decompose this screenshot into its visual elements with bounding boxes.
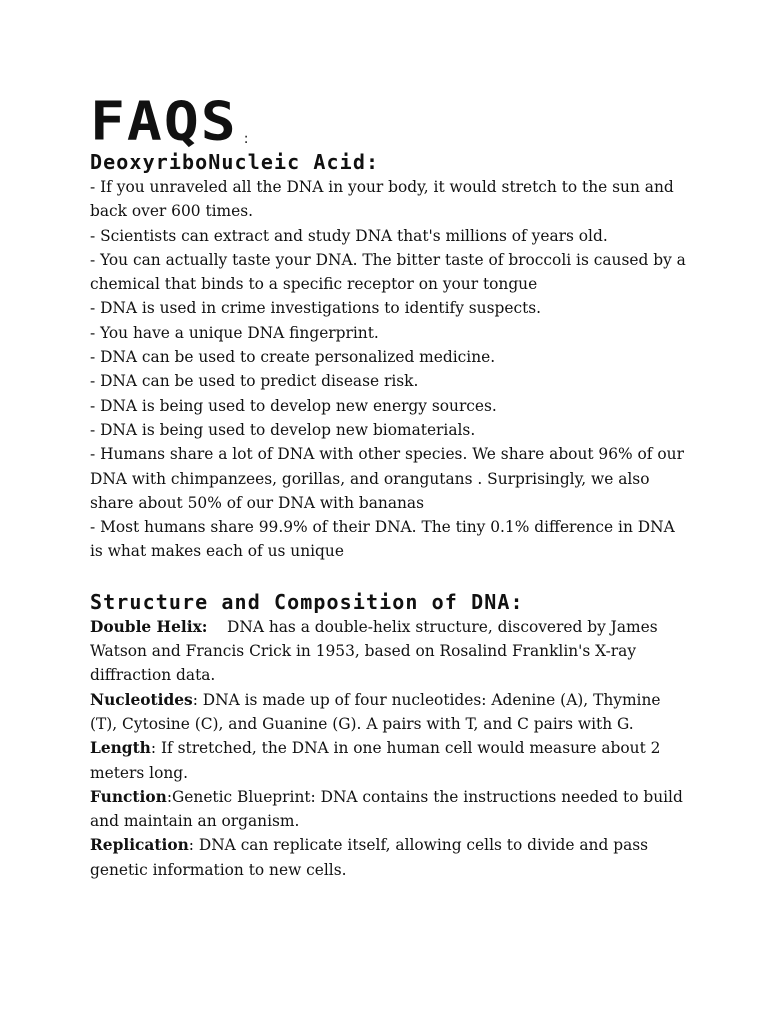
structure-item-length (90, 736, 690, 785)
section-heading-structure: Structure and Composition of DNA: (90, 589, 524, 614)
fact-item: - You have a unique DNA fingerprint. (90, 323, 379, 342)
fact-item: - Humans share a lot of DNA with other species. We share about 96% of our DNA with chimpanzees, gorillas, and orangutans . Surprisingly, we also share about 50% of our DNA with bananas (90, 445, 684, 512)
fact-item: - If you unraveled all the DNA in your body, it would stretch to the sun and back over 600 times. (90, 178, 674, 221)
structure-text: DNA has a double-helix structure, discovered by James Watson and Francis Crick in 1953, based on Rosalind Franklin's X-ray diffraction data. (90, 617, 663, 685)
structure-item-replication (90, 833, 690, 882)
page-title: FAQS (90, 89, 238, 153)
structure-term: Replication (90, 836, 189, 855)
title-row (90, 86, 690, 153)
fact-item: - Scientists can extract and study DNA that's millions of years old. (90, 226, 608, 245)
structure-item-function (90, 785, 690, 834)
structure-list (90, 615, 690, 882)
fact-item: - DNA can be used to create personalized medicine. (90, 348, 496, 367)
document-page (90, 86, 690, 882)
structure-term: Function (90, 787, 167, 806)
structure-item-nucleotides (90, 688, 690, 737)
fact-item: - DNA is being used to develop new biomaterials. (90, 420, 476, 439)
dna-facts-list (90, 175, 690, 564)
structure-text: : DNA is made up of four nucleotides: Adenine (A), Thymine (T), Cytosine (C), and Guanine (G). A pairs with T, and C pairs with G. (90, 690, 661, 733)
structure-text: : DNA can replicate itself, allowing cells to divide and pass genetic information to new cells. (90, 836, 649, 879)
fact-item: - Most humans share 99.9% of their DNA. The tiny 0.1% difference in DNA is what makes each of us unique (90, 518, 675, 561)
structure-text: :Genetic Blueprint: DNA contains the instructions needed to build and maintain an organism. (90, 787, 683, 831)
structure-term: Length (90, 739, 151, 758)
structure-text: : If stretched, the DNA in one human cell would measure about 2 meters long. (90, 739, 661, 782)
section-heading-dna: DeoxyriboNucleic Acid: (90, 150, 380, 174)
fact-item: - DNA is being used to develop new energy sources. (90, 396, 497, 415)
structure-term: Double Helix: (90, 617, 208, 636)
fact-item: - DNA can be used to predict disease risk. (90, 372, 419, 391)
structure-item-double-helix (90, 615, 690, 688)
title-colon: : (243, 131, 249, 147)
fact-item: - You can actually taste your DNA. The bitter taste of broccoli is caused by a chemical that binds to a specific receptor on your tongue (90, 250, 686, 294)
fact-item: - DNA is used in crime investigations to identify suspects. (90, 299, 542, 318)
structure-term: Nucleotides (90, 690, 193, 709)
